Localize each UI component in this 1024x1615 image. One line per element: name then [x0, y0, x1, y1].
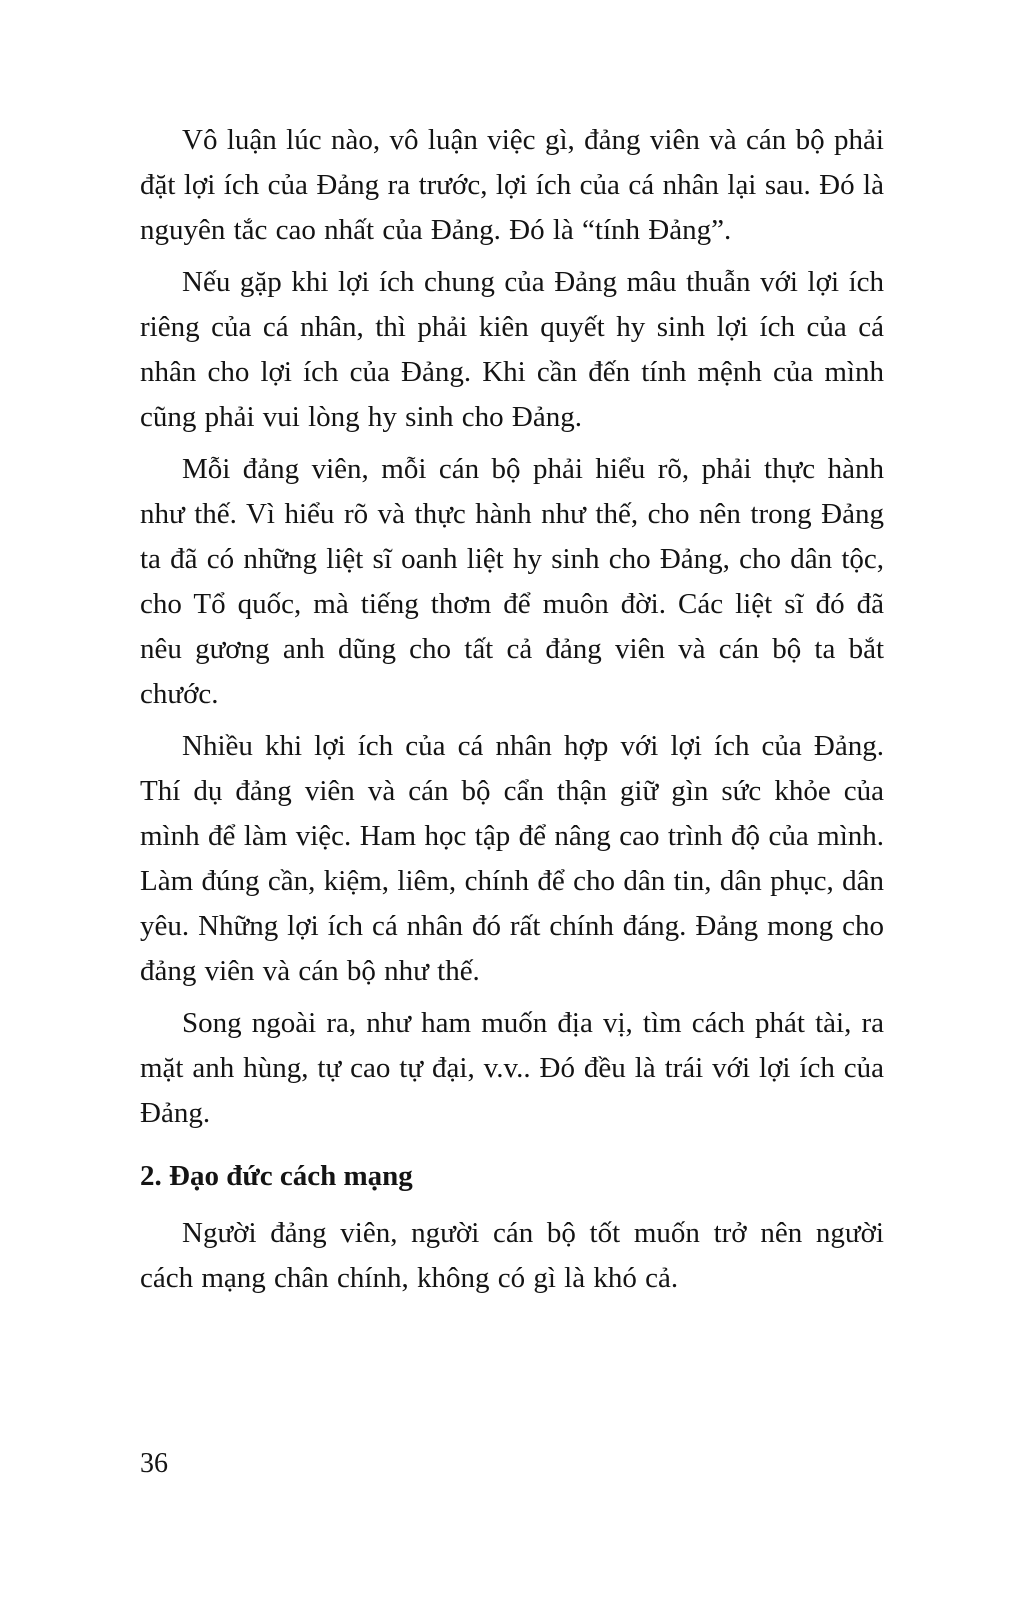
page-number: 36 [140, 1448, 168, 1479]
paragraph: Song ngoài ra, như ham muốn địa vị, tìm cách phát tài, ra mặt anh hùng, tự cao tự đại, v.v.. Đó đều là trái với lợi ích của Đảng. [140, 1007, 884, 1129]
paragraph: Mỗi đảng viên, mỗi cán bộ phải hiểu rõ, phải thực hành như thế. Vì hiểu rõ và thực hành như thế, cho nên trong Đảng ta đã có những liệt sĩ oanh liệt hy sinh cho Đảng, cho dân tộc, cho Tổ quốc, mà tiếng thơm để muôn đời. Các liệt sĩ đó đã nêu gương anh dũng cho tất cả đảng viên và cán bộ ta bắt chước. [140, 453, 884, 710]
paragraph: Người đảng viên, người cán bộ tốt muốn trở nên người cách mạng chân chính, không có gì là khó cả. [140, 1217, 884, 1294]
paragraph: Nếu gặp khi lợi ích chung của Đảng mâu thuẫn với lợi ích riêng của cá nhân, thì phải kiên quyết hy sinh lợi ích của cá nhân cho lợi ích của Đảng. Khi cần đến tính mệnh của mình cũng phải vui lòng hy sinh cho Đảng. [140, 266, 884, 433]
paragraph: Nhiều khi lợi ích của cá nhân hợp với lợi ích của Đảng. Thí dụ đảng viên và cán bộ cẩn thận giữ gìn sức khỏe của mình để làm việc. Ham học tập để nâng cao trình độ của mình. Làm đúng cần, kiệm, liêm, chính để cho dân tin, dân phục, dân yêu. Những lợi ích cá nhân đó rất chính đáng. Đảng mong cho đảng viên và cán bộ như thế. [140, 730, 884, 987]
page-text-block [140, 118, 884, 1301]
paragraph: Vô luận lúc nào, vô luận việc gì, đảng viên và cán bộ phải đặt lợi ích của Đảng ra trước, lợi ích của cá nhân lại sau. Đó là nguyên tắc cao nhất của Đảng. Đó là “tính Đảng”. [140, 124, 884, 246]
section-heading: 2. Đạo đức cách mạng [140, 1160, 413, 1192]
